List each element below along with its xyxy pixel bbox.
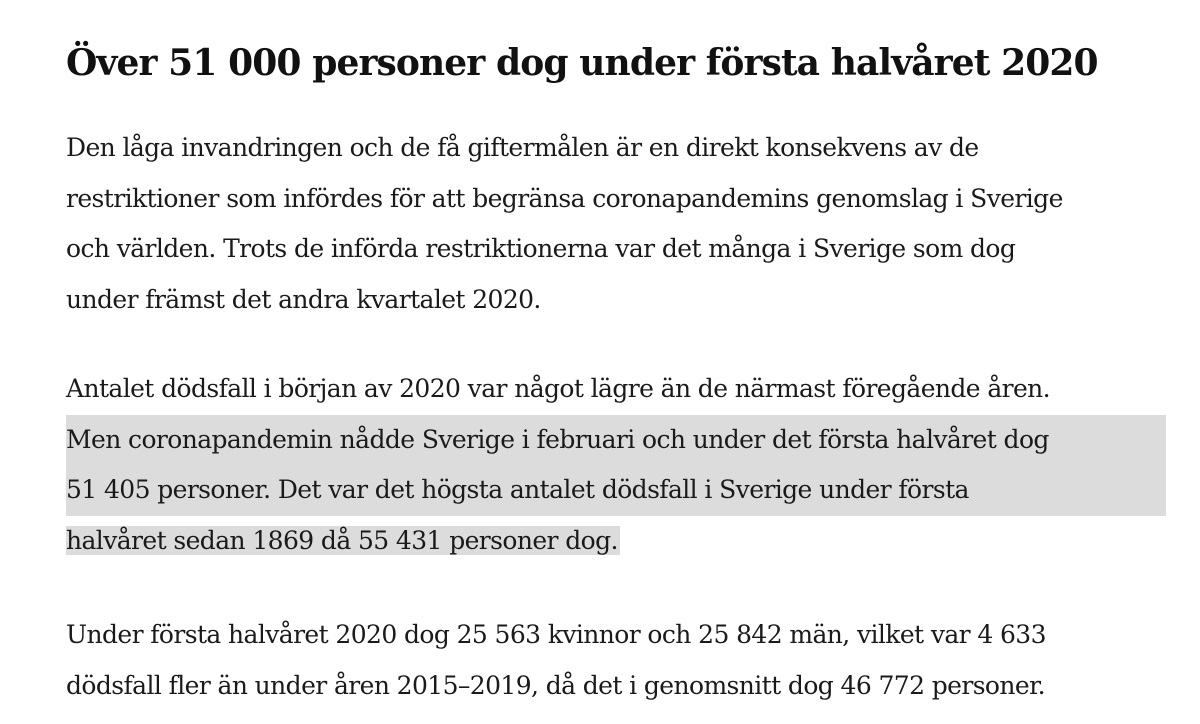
paragraph-line: Antalet dödsfall i början av 2020 var något lägre än de närmast föregående åren. <box>66 374 1051 403</box>
paragraph-line: restriktioner som infördes för att begränsa coronapandemins genomslag i Sverige <box>66 183 1063 213</box>
highlighted-line-partial[interactable] <box>66 516 1176 567</box>
paragraph-gender-breakdown <box>66 610 1176 711</box>
text-selection-highlight[interactable]: halvåret sedan 1869 då 55 431 personer dog. <box>66 525 618 555</box>
article-heading: Över 51 000 personer dog under första halvåret 2020 <box>66 42 1098 84</box>
highlighted-line[interactable]: Men coronapandemin nådde Sverige i februari och under det första halvåret dog <box>66 415 1166 466</box>
paragraph-line: under främst det andra kvartalet 2020. <box>66 284 541 314</box>
paragraph-line: Under första halvåret 2020 dog 25 563 kvinnor och 25 842 män, vilket var 4 633 <box>66 620 1046 649</box>
paragraph-line: dödsfall fler än under åren 2015–2019, då det i genomsnitt dog 46 772 personer. <box>66 670 1046 700</box>
paragraph-deaths <box>66 364 1176 566</box>
paragraph-line: Den låga invandringen och de få giftermålen är en direkt konsekvens av de <box>66 133 979 162</box>
highlighted-line[interactable]: 51 405 personer. Det var det högsta antalet dödsfall i Sverige under första <box>66 465 1166 516</box>
paragraph-line: och världen. Trots de införda restriktionerna var det många i Sverige som dog <box>66 234 1016 263</box>
paragraph-intro <box>66 123 1176 325</box>
